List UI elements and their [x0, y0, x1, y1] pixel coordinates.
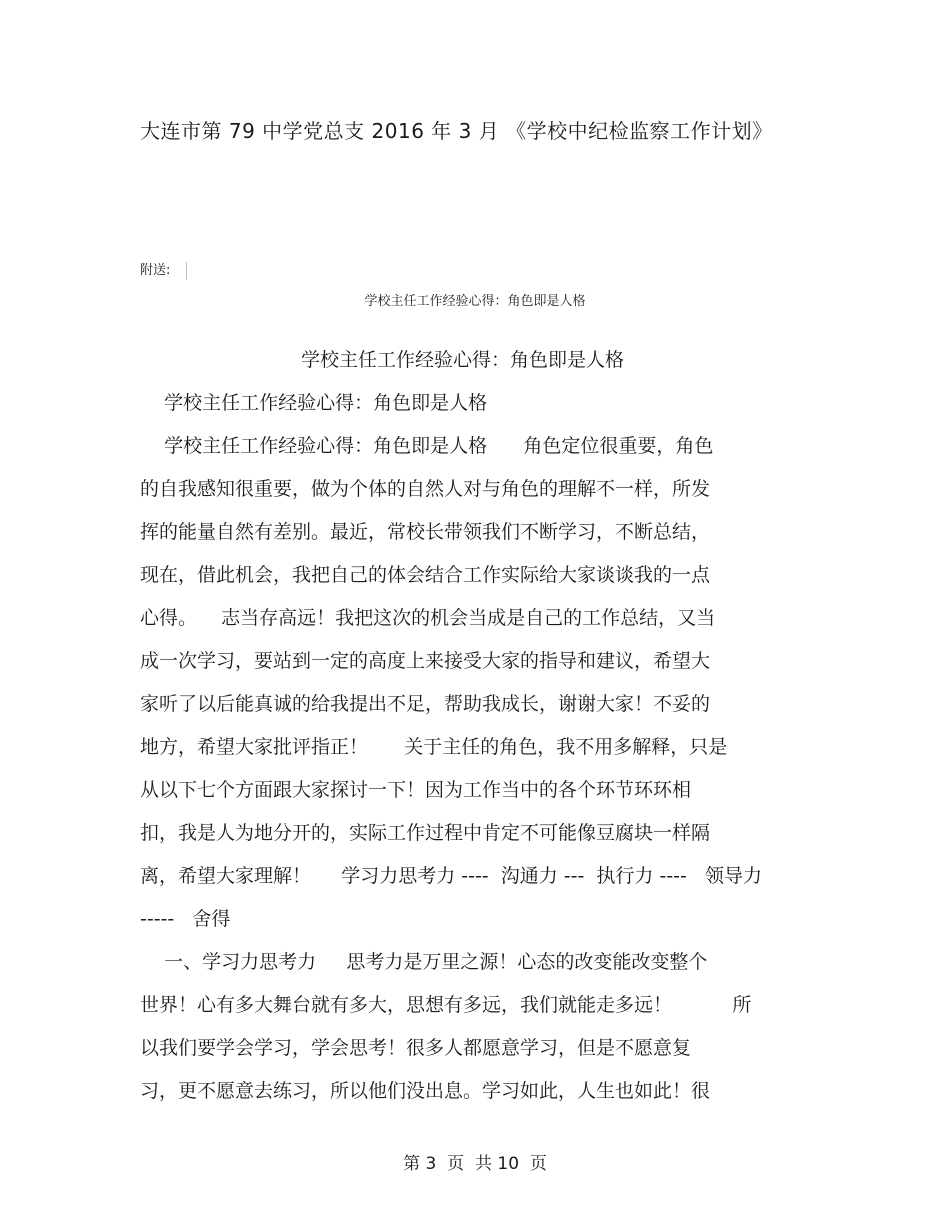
body-line: 扣，我是人为地分开的，实际工作过程中肯定不可能像豆腐块一样隔	[140, 822, 711, 844]
small-heading: 学校主任工作经验心得：角色即是人格	[364, 294, 586, 309]
body-line: 学校主任工作经验心得：角色即是人格 角色定位很重要，角色	[140, 435, 714, 457]
body-line: 一、学习力思考力 思考力是万里之源！心态的改变能改变整个	[140, 951, 708, 973]
body-line: 的自我感知很重要，做为个体的自然人对与角色的理解不一样，所发	[140, 478, 711, 500]
body-line: 从以下七个方面跟大家探讨一下！因为工作当中的各个环节环环相	[140, 779, 692, 801]
body-line: 学校主任工作经验心得：角色即是人格	[140, 392, 488, 414]
body-line: 以我们要学会学习，学会思考！很多人都愿意学习，但是不愿意复	[140, 1037, 692, 1059]
text-cursor-mark	[186, 262, 187, 280]
body-line: 地方，希望大家批评指正！ 关于主任的角色，我不用多解释，只是	[140, 736, 728, 758]
body-line: 家听了以后能真诚的给我提出不足，帮助我成长，谢谢大家！不妥的	[140, 693, 711, 715]
page-number-footer: 第 3 页 共 10 页	[403, 1154, 547, 1174]
body-line: 心得。 志当存高远！我把这次的机会当成是自己的工作总结，又当	[140, 607, 716, 629]
main-heading: 学校主任工作经验心得：角色即是人格	[300, 349, 624, 371]
body-line: 习，更不愿意去练习，所以他们没出息。学习如此，人生也如此！很	[140, 1080, 711, 1102]
document-title: 大连市第 79 中学党总支 2016 年 3 月 《学校中纪检监察工作计划》	[140, 119, 773, 143]
fusong-label: 附送:	[140, 263, 171, 278]
body-line: 离，希望大家理解！ 学习力思考力 ---- 沟通力 --- 执行力 ---- 领导力	[140, 865, 763, 887]
body-line: 世界！心有多大舞台就有多大，思想有多远，我们就能走多远！ 所	[140, 994, 752, 1016]
body-line: 挥的能量自然有差别。最近，常校长带领我们不断学习，不断总结，	[140, 521, 711, 543]
body-line: 现在，借此机会，我把自己的体会结合工作实际给大家谈谈我的一点	[140, 564, 711, 586]
body-line: ----- 舍得	[140, 908, 231, 930]
body-line: 成一次学习，要站到一定的高度上来接受大家的指导和建议，希望大	[140, 650, 711, 672]
